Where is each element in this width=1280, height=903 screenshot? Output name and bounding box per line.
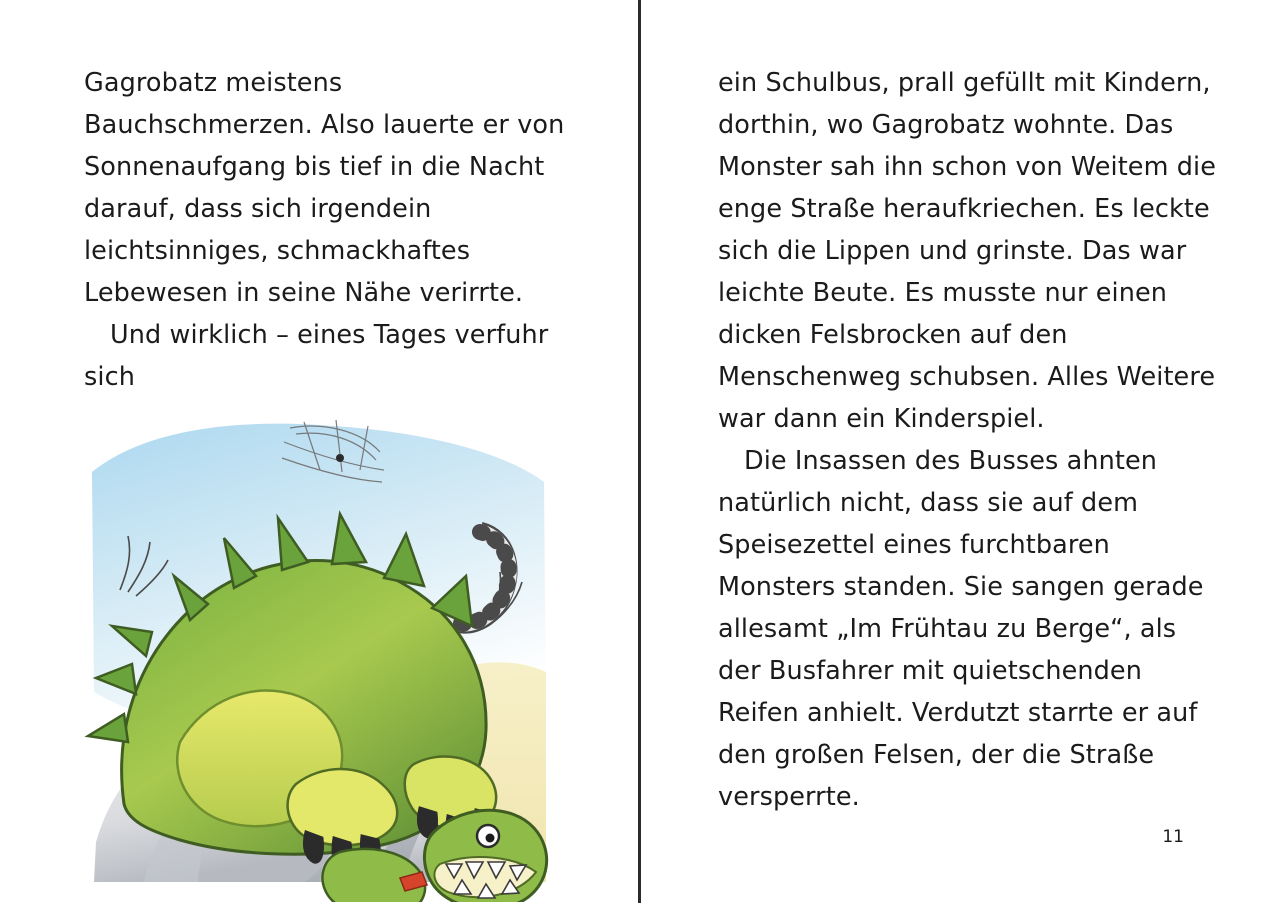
right-page — [640, 0, 1280, 903]
page-number: 11 — [1162, 827, 1184, 847]
paragraph: ein Schulbus, prall gefüllt mit Kindern, dorthin, wo Gagrobatz wohnte. Das Monster sah ihn schon von Weitem die enge Straße heraufkriechen. Es leckte sich die Lippen und grinste. Das war leichte Beute. Es musste nur einen dicken Felsbrocken auf den Menschenweg schubsen. Alles Weitere war dann ein Kinderspiel. — [718, 68, 1216, 434]
watercolour-illustration-green-monster-on-rock — [84, 412, 552, 902]
left-page-text — [84, 62, 570, 398]
right-page-text — [718, 62, 1220, 818]
paragraph: Und wirklich – eines Tages verfuhr sich — [84, 320, 549, 392]
paragraph: Gagrobatz meistens Bauchschmerzen. Also lauerte er von Sonnenaufgang bis tief in die Nacht darauf, dass sich irgendein leichtsinniges, schmackhaftes Lebewesen in seine Nähe verirrte. — [84, 68, 565, 308]
illustration-container — [84, 412, 552, 902]
paragraph: Die Insassen des Busses ahnten natürlich nicht, dass sie auf dem Speisezettel eines furchtbaren Monsters standen. Sie sangen gerade allesamt „Im Frühtau zu Berge“, als der Busfahrer mit quietschenden Reifen anhielt. Verdutzt starrte er auf den großen Felsen, der die Straße versperrte. — [718, 446, 1204, 812]
